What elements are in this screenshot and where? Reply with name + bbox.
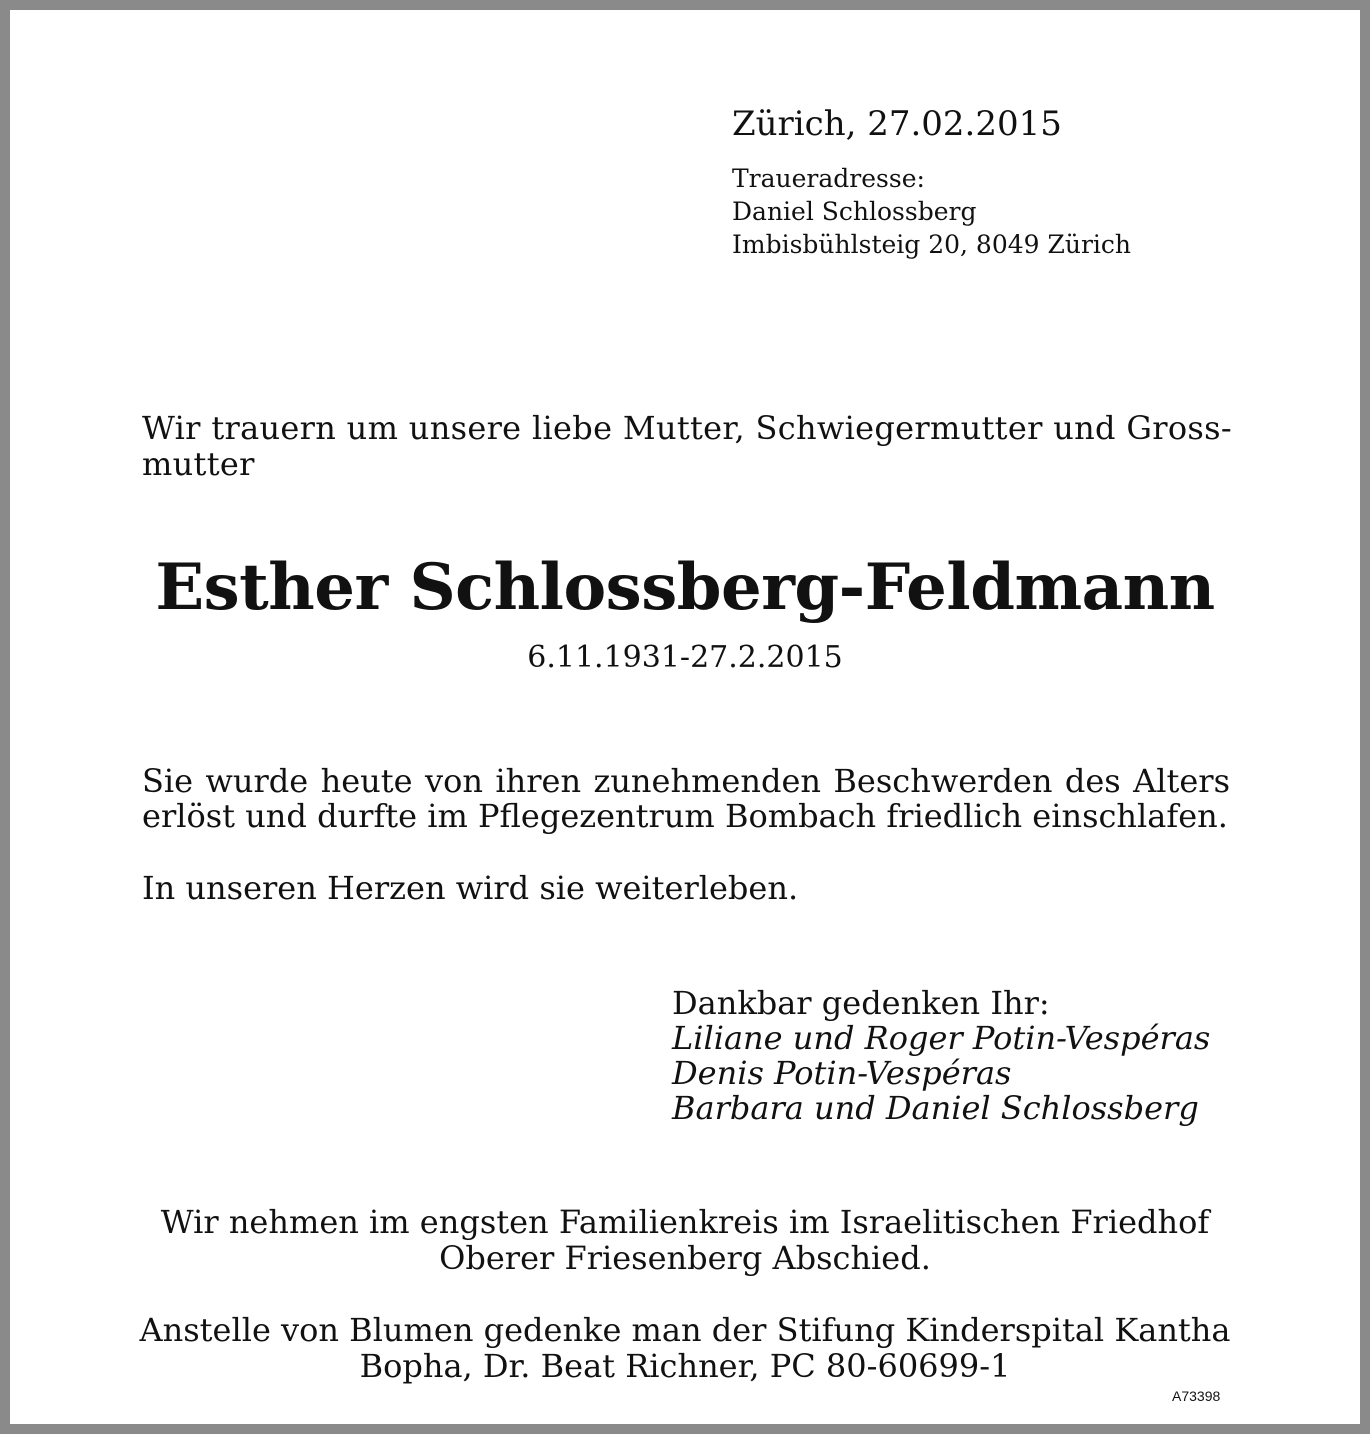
mourning-address [732, 162, 1131, 261]
funeral-notice [10, 1204, 1360, 1276]
body-paragraph [142, 764, 1230, 834]
mourners-block [672, 986, 1210, 1126]
address-label: Traueradresse: [732, 164, 925, 193]
intro-line-2: mutter [142, 445, 255, 483]
address-street: Imbisbühlsteig 20, 8049 Zürich [732, 230, 1132, 259]
funeral-line-1: Wir nehmen im engsten Familienkreis im Israelitischen Friedhof [160, 1203, 1210, 1241]
intro-line-1: Wir trauern um unsere liebe Mutter, Schwiegermutter und Gross- [142, 409, 1232, 447]
deceased-name: Esther Schlossberg-Feldmann [155, 550, 1215, 625]
donation-notice [10, 1312, 1360, 1384]
body-line-2: erlöst und durfte im Pflegezentrum Bombach friedlich einschlafen. [142, 797, 1228, 835]
place-date: Zürich, 27.02.2015 [732, 104, 1062, 144]
donation-line-2: Bopha, Dr. Beat Richner, PC 80-60699-1 [359, 1347, 1011, 1385]
lifespan-dates: 6.11.1931-27.2.2015 [527, 640, 843, 675]
mourner-name: Denis Potin-Vespéras [672, 1054, 1012, 1092]
funeral-line-2: Oberer Friesenberg Abschied. [439, 1239, 931, 1277]
intro-text [142, 410, 1232, 482]
mourner-name: Liliane und Roger Potin-Vespéras [672, 1019, 1211, 1057]
ad-code: A73398 [1172, 1388, 1221, 1404]
body-line-1: Sie wurde heute von ihren zunehmenden Beschwerden des Alters [142, 762, 1230, 800]
closing-sentence: In unseren Herzen wird sie weiterleben. [142, 869, 799, 907]
donation-line-1: Anstelle von Blumen gedenke man der Stifung Kinderspital Kantha [139, 1311, 1231, 1349]
address-name: Daniel Schlossberg [732, 197, 977, 226]
mourner-name: Barbara und Daniel Schlossberg [672, 1089, 1199, 1127]
mourners-label: Dankbar gedenken Ihr: [672, 984, 1050, 1022]
